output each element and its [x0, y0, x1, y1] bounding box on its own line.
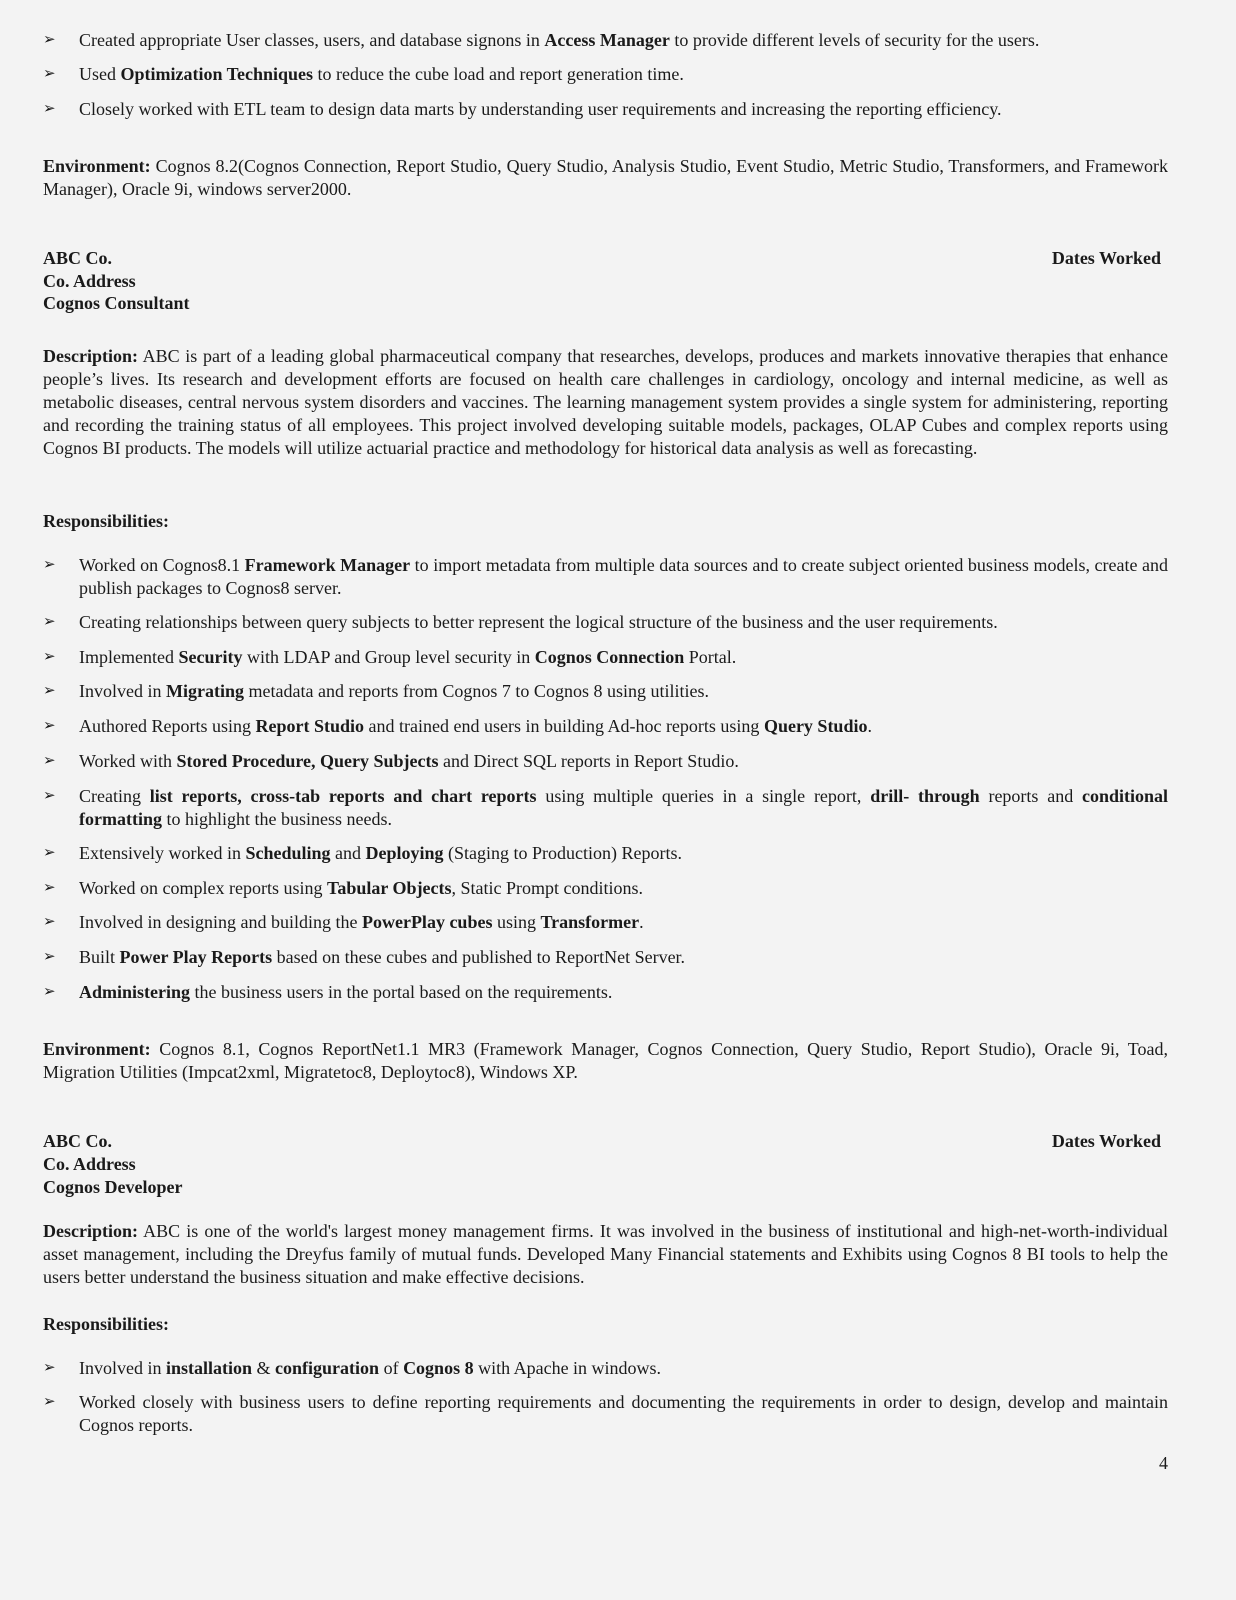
text-run: to reduce the cube load and report generation time. [313, 64, 684, 84]
bold-text: installation [166, 1358, 253, 1378]
bold-text: conditional formatting [79, 786, 1169, 829]
page-number: 4 [1159, 1453, 1168, 1473]
text-run: Built [79, 947, 120, 967]
text-run: to import metadata from multiple data sources and to create subject oriented business models, create and publish packages to Cognos8 server. [79, 555, 1168, 598]
bullet [43, 98, 1168, 121]
text-run: Worked with [79, 751, 177, 771]
bullet-arrow-icon: ➢ [43, 914, 56, 930]
bullet-arrow-icon: ➢ [43, 788, 56, 804]
bullet [43, 29, 1168, 52]
bullet-text [79, 715, 1168, 738]
bold-text: Deploying [365, 843, 444, 863]
text-run: Involved in [79, 1358, 166, 1378]
bold-text: Environment: [43, 1039, 151, 1059]
text-run: . [867, 716, 872, 736]
text-run: to provide different levels of security for the users. [669, 30, 1040, 50]
text-run: Implemented [79, 647, 179, 667]
text-run: , Static Prompt conditions. [451, 878, 644, 898]
bold-text: Query Studio [763, 716, 868, 736]
job-title: Cognos Consultant [43, 293, 190, 313]
company-name: ABC Co. [43, 248, 113, 268]
bullet-arrow-icon: ➢ [43, 66, 56, 82]
text-run: Worked closely with business users to define reporting requirements and documenting the requirements in order to design, develop and maintain Cognos reports. [79, 1392, 1168, 1435]
text-run: based on these cubes and published to ReportNet Server. [272, 947, 686, 967]
environment-paragraph [43, 1038, 1168, 1084]
bullet [43, 911, 1168, 934]
text-run: Creating relationships between query subjects to better represent the logical structure of the business and the user requirements. [79, 612, 998, 632]
text-run: metadata and reports from Cognos 7 to Cognos 8 using utilities. [244, 681, 709, 701]
bullet [43, 554, 1168, 600]
bullet-text [79, 554, 1168, 600]
bullet-arrow-icon: ➢ [43, 845, 56, 861]
bold-text: Description: [43, 346, 138, 366]
bullet-text [79, 680, 1168, 703]
bullet [43, 1357, 1168, 1380]
bullet-text [79, 946, 1168, 969]
bullet-arrow-icon: ➢ [43, 649, 56, 665]
bullet [43, 646, 1168, 669]
responsibilities-heading: Responsibilities: [43, 511, 170, 531]
bullet-text [79, 750, 1168, 773]
bullet [43, 946, 1168, 969]
bullet-text [79, 785, 1168, 831]
bold-text: Cognos Connection [534, 647, 685, 667]
bold-text: drill- through [870, 786, 980, 806]
text-run: Created appropriate User classes, users, and database signons in [79, 30, 545, 50]
bold-text: Tabular Objects [327, 878, 452, 898]
bold-text: Environment: [43, 156, 151, 176]
text-run: Worked on complex reports using [79, 878, 328, 898]
bullet [43, 1391, 1168, 1437]
bullet [43, 785, 1168, 831]
dates-worked: Dates Worked [1051, 1131, 1161, 1151]
text-run: Worked on Cognos8.1 [79, 555, 245, 575]
bold-text: Transformer [540, 912, 640, 932]
text-run: with LDAP and Group level security in [242, 647, 535, 667]
dates-worked: Dates Worked [1051, 248, 1161, 268]
text-run: the business users in the portal based on the requirements. [190, 982, 613, 1002]
bold-text: Framework Manager [244, 555, 411, 575]
bullet-text [79, 1357, 1168, 1380]
bullet [43, 750, 1168, 773]
bullet-arrow-icon: ➢ [43, 1360, 56, 1376]
bullet [43, 63, 1168, 86]
bold-text: configuration [275, 1358, 380, 1378]
bullet-text [79, 29, 1168, 52]
company-name: ABC Co. [43, 1131, 113, 1151]
bullet [43, 842, 1168, 865]
text-run: ABC is one of the world's largest money management firms. It was involved in the business of institutional and high-net-worth-individual asset management, including the Dreyfus family of mutual funds. Developed Many Financial statements and Exhibits using Cognos 8 BI tools to help the users better understand the business situation and make effective decisions. [43, 1221, 1168, 1287]
bullet-text [79, 98, 1168, 121]
bullet-text [79, 877, 1168, 900]
bullet-arrow-icon: ➢ [43, 101, 56, 117]
bullet-text [79, 981, 1168, 1004]
bold-text: list reports, cross-tab reports and chart reports [149, 786, 537, 806]
bold-text: Scheduling [245, 843, 331, 863]
bold-text: Administering [79, 982, 191, 1002]
bold-text: PowerPlay cubes [361, 912, 493, 932]
text-run: Cognos 8.1, Cognos ReportNet1.1 MR3 (Framework Manager, Cognos Connection, Query Studio, Report Studio), Oracle 9i, Toad, Migration Utilities (Impcat2xml, Migratetoc8, Deploytoc8), Windows XP. [43, 1039, 1168, 1082]
bullet [43, 680, 1168, 703]
text-run: Involved in [79, 681, 166, 701]
bullet [43, 981, 1168, 1004]
bullet-arrow-icon: ➢ [43, 1394, 56, 1410]
text-run: ABC is part of a leading global pharmaceutical company that researches, develops, produces and markets innovative therapies that enhance people’s lives. Its research and development efforts are focused on health care challenges in cardiology, oncology and internal medicine, as well as metabolic diseases, central nervous system disorders and vaccines. The learning management system provides a single system for administering, reporting and recording the training status of all employees. This project involved developing suitable models, packages, OLAP Cubes and complex reports using Cognos BI products. The models will utilize actuarial practice and methodology for historical data analysis as well as forecasting. [43, 346, 1168, 458]
bullet-arrow-icon: ➢ [43, 880, 56, 896]
text-run: using multiple queries in a single report, [536, 786, 871, 806]
text-run: to highlight the business needs. [161, 809, 392, 829]
text-run: Cognos 8.2(Cognos Connection, Report Studio, Query Studio, Analysis Studio, Event Studio, Metric Studio, Transformers, and Framework Manager), Oracle 9i, windows server2000. [43, 156, 1168, 199]
bullet-arrow-icon: ➢ [43, 753, 56, 769]
bullet-text [79, 646, 1168, 669]
text-run: reports and [979, 786, 1082, 806]
job-title: Cognos Developer [43, 1177, 183, 1197]
bold-text: Stored Procedure, Query Subjects [176, 751, 439, 771]
company-address: Co. Address [43, 1154, 136, 1174]
text-run: & [252, 1358, 276, 1378]
text-run: and Direct SQL reports in Report Studio. [438, 751, 739, 771]
text-run: Closely worked with ETL team to design data marts by understanding user requirements and increasing the reporting efficiency. [79, 99, 1002, 119]
text-run: Portal. [684, 647, 737, 667]
bold-text: Report Studio [255, 716, 364, 736]
description-paragraph [43, 345, 1168, 460]
bullet-arrow-icon: ➢ [43, 718, 56, 734]
text-run: Authored Reports using [79, 716, 256, 736]
text-run: Creating [79, 786, 150, 806]
responsibilities-heading: Responsibilities: [43, 1314, 170, 1334]
text-run: Extensively worked in [79, 843, 246, 863]
bullet-arrow-icon: ➢ [43, 614, 56, 630]
text-run: and trained end users in building Ad-hoc reports using [364, 716, 764, 736]
bullet-arrow-icon: ➢ [43, 32, 56, 48]
bold-text: Migrating [166, 681, 244, 701]
bullet-arrow-icon: ➢ [43, 557, 56, 573]
bold-text: Access Manager [544, 30, 670, 50]
bullet-text [79, 911, 1168, 934]
text-run: and [330, 843, 366, 863]
bullet-arrow-icon: ➢ [43, 949, 56, 965]
company-address: Co. Address [43, 271, 136, 291]
text-run: with Apache in windows. [473, 1358, 662, 1378]
bullet [43, 715, 1168, 738]
bullet [43, 877, 1168, 900]
bullet-text [79, 842, 1168, 865]
bullet-arrow-icon: ➢ [43, 683, 56, 699]
bold-text: Power Play Reports [119, 947, 273, 967]
bullet [43, 611, 1168, 634]
description-paragraph [43, 1220, 1168, 1289]
text-run: Involved in designing and building the [79, 912, 362, 932]
text-run: Used [79, 64, 121, 84]
bullet-arrow-icon: ➢ [43, 984, 56, 1000]
bold-text: Security [178, 647, 243, 667]
bold-text: Optimization Techniques [120, 64, 314, 84]
bullet-text [79, 611, 1168, 634]
text-run: using [492, 912, 541, 932]
bold-text: Cognos 8 [403, 1358, 474, 1378]
environment-paragraph [43, 155, 1168, 201]
bullet-text [79, 63, 1168, 86]
text-run: . [639, 912, 644, 932]
text-run: of [379, 1358, 404, 1378]
bullet-text [79, 1391, 1168, 1437]
text-run: (Staging to Production) Reports. [443, 843, 683, 863]
bold-text: Description: [43, 1221, 138, 1241]
